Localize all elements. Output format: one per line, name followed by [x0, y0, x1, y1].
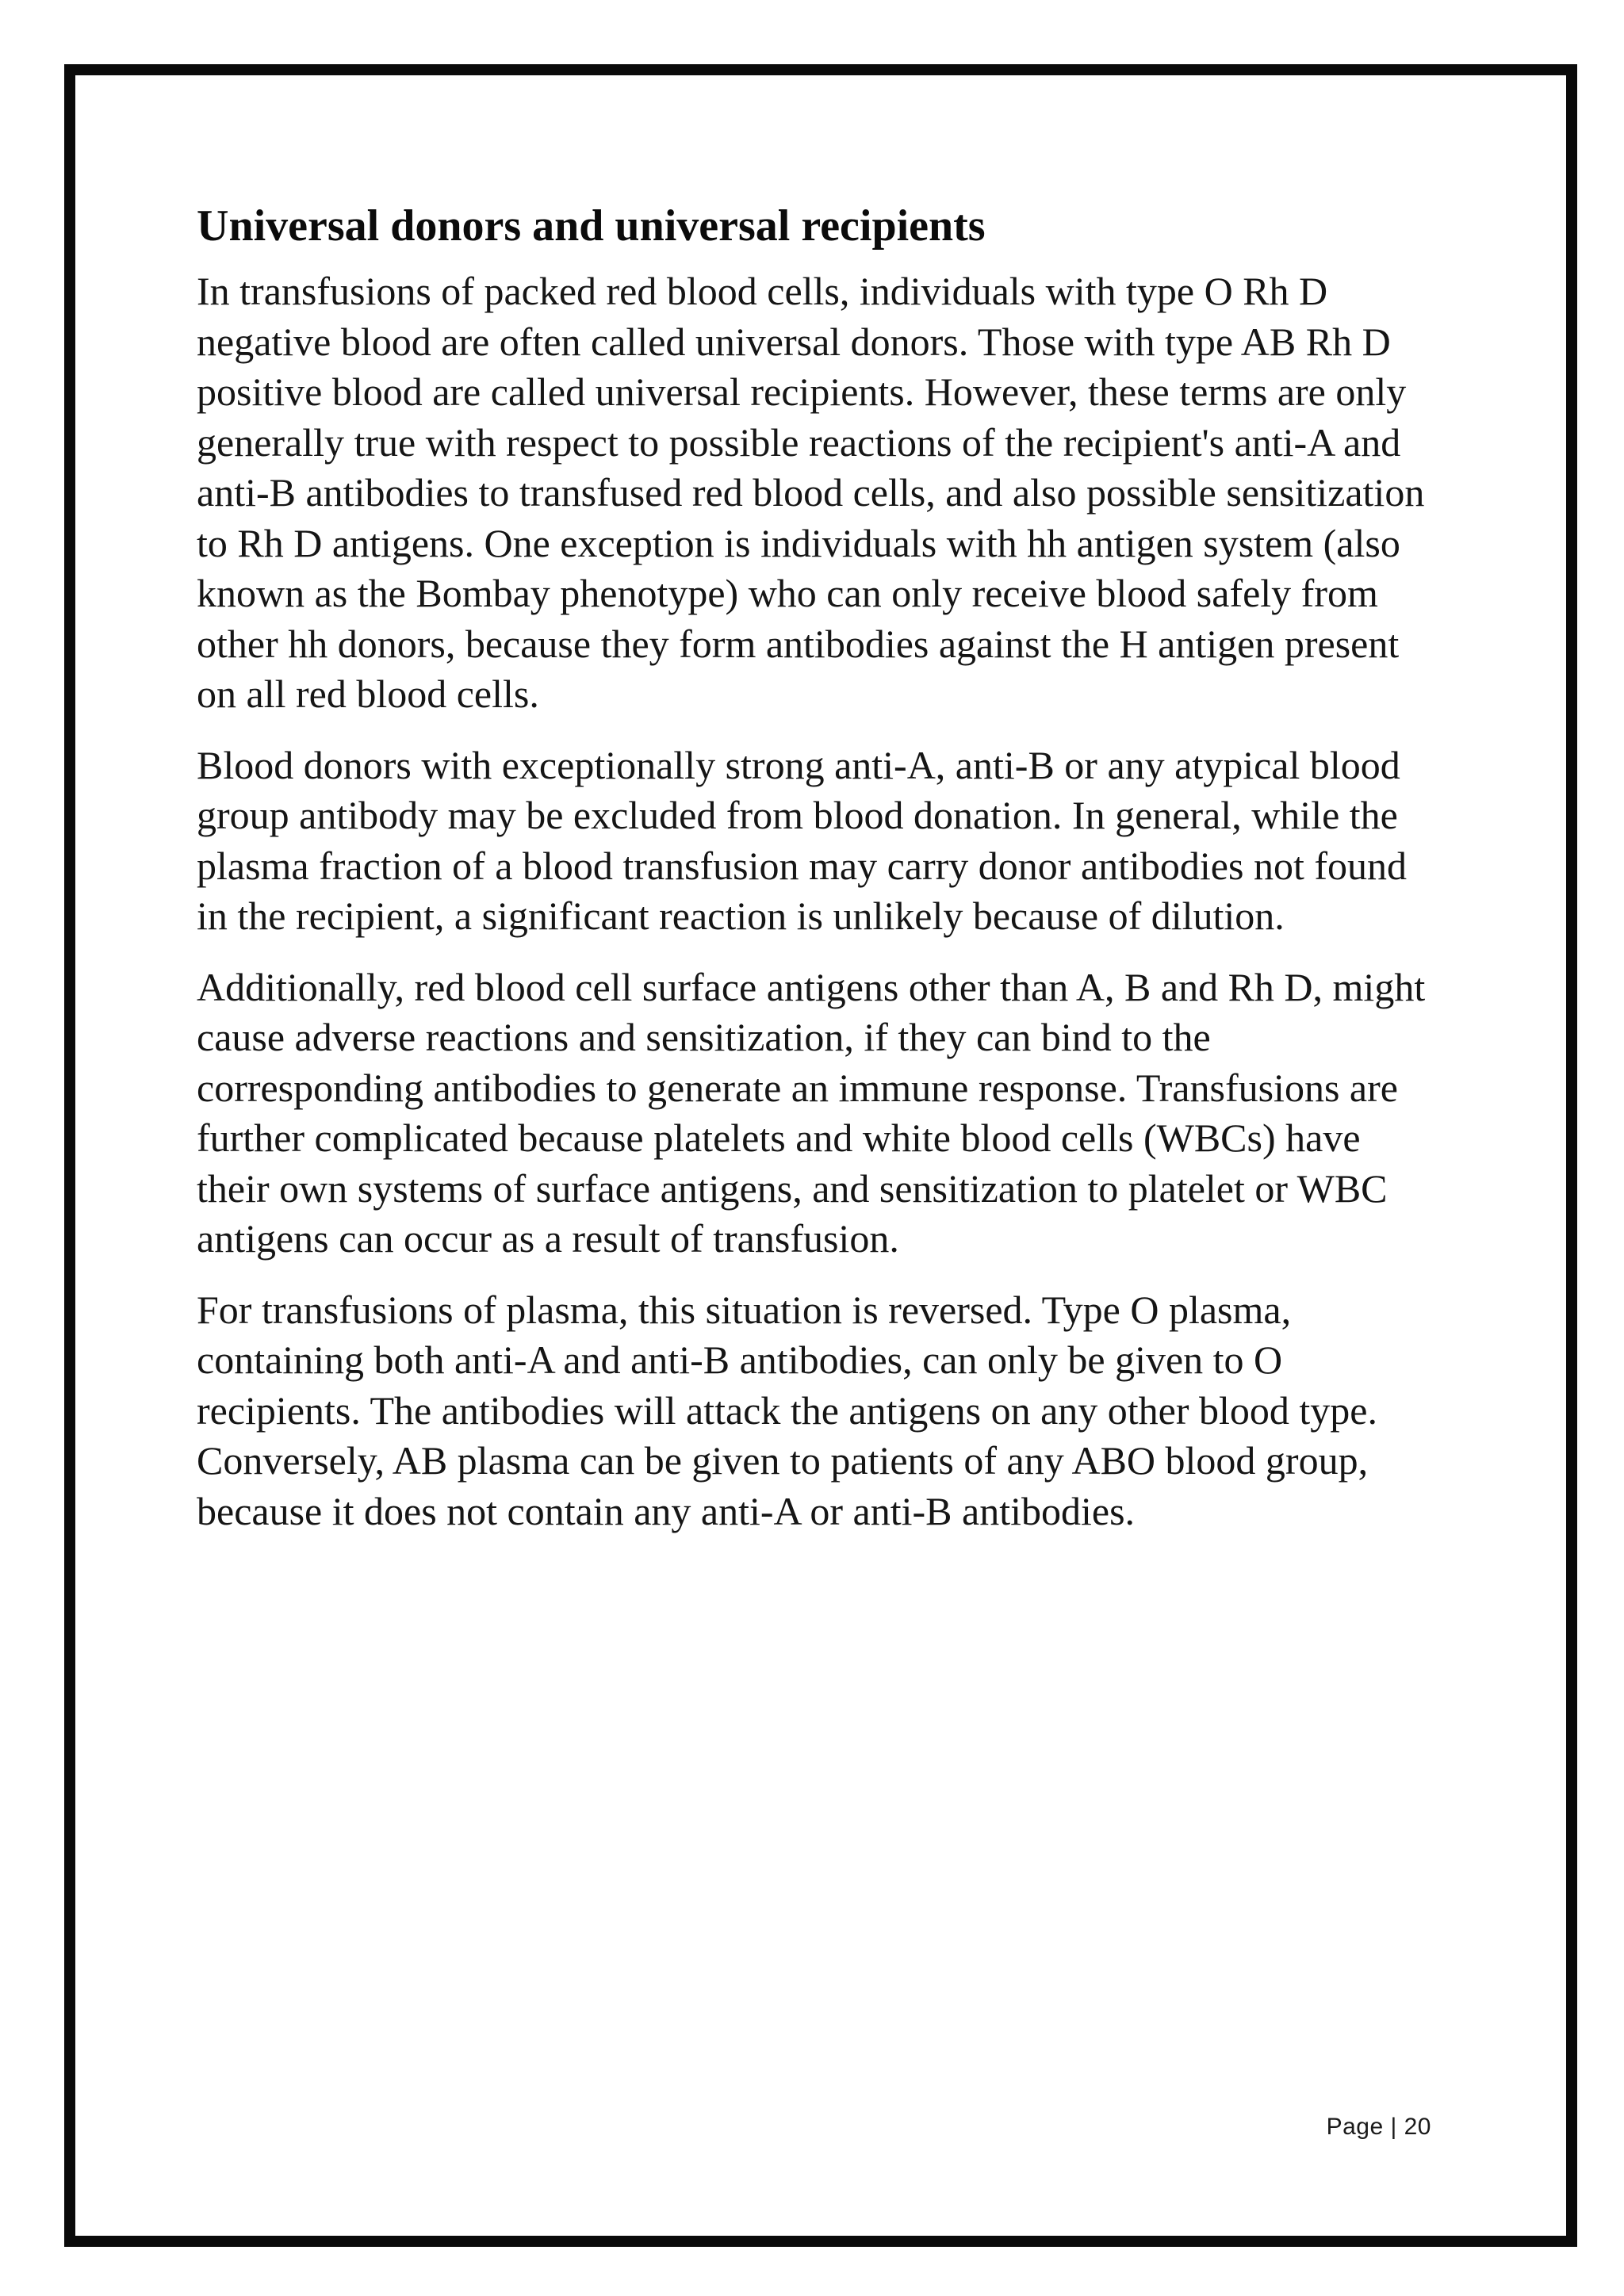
paragraph-4: For transfusions of plasma, this situation is reversed. Type O plasma, containing both anti-A and anti-B antibodies, can only be given to O recipients. The antibodies will attack the antigens on any other blood type. Conversely, AB plasma can be given to patients of any ABO blood group, because it does not contain any anti-A or anti-B antibodies.: [197, 1287, 1377, 1533]
page-number: Page | 20: [1326, 2114, 1431, 2140]
paragraph-3: Additionally, red blood cell surface antigens other than A, B and Rh D, might cause adverse reactions and sensitization, if they can bind to the corresponding antibodies to generate an immune response. Transfusions are further complicated because platelets and white blood cells (WBCs) have their own systems of surface antigens, and sensitization to platelet or WBC antigens can occur as a result of transfusion.: [197, 964, 1426, 1261]
paragraph-2: Blood donors with exceptionally strong anti-A, anti-B or any atypical blood group antibody may be excluded from blood donation. In general, while the plasma fraction of a blood transfusion may carry donor antibodies not found in the recipient, a significant reaction is unlikely because of dilution.: [197, 742, 1408, 938]
page-content: [197, 190, 1434, 1557]
section-title: Universal donors and universal recipients: [197, 201, 986, 251]
paragraph-1: In transfusions of packed red blood cells, individuals with type O Rh D negative blood are often called universal donors. Those with type AB Rh D positive blood are called universal recipients. However, these terms are only generally true with respect to possible reactions of the recipient's anti-A and anti-B antibodies to transfused red blood cells, and also possible sensitization to Rh D antigens. One exception is individuals with hh antigen system (also known as the Bombay phenotype) who can only receive blood safely from other hh donors, because they form antibodies against the H antigen present on all red blood cells.: [197, 269, 1425, 716]
